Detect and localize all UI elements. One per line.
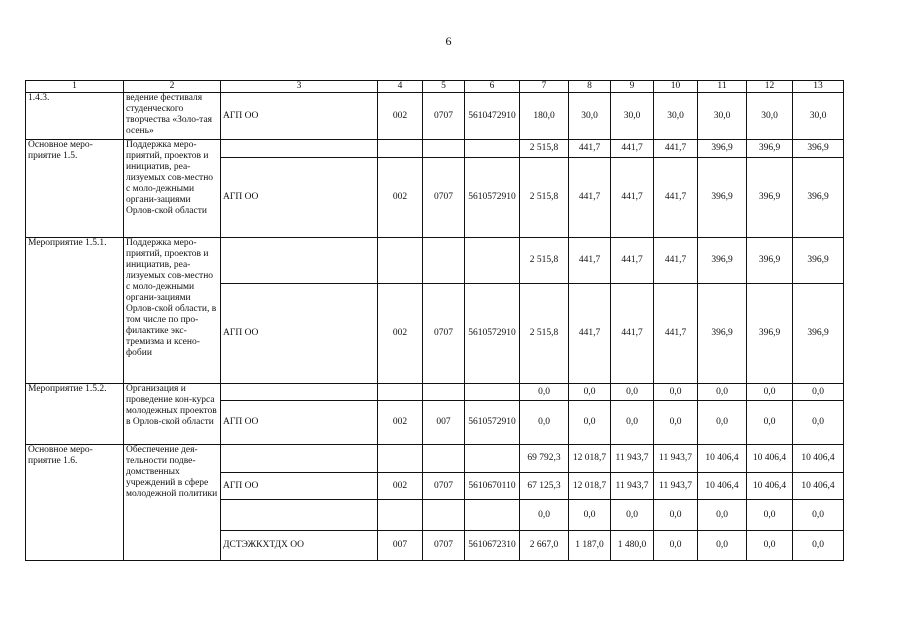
column-header: 11 [698, 81, 747, 93]
cell-value: 11 943,7 [611, 445, 654, 473]
item-code: Основное меро-приятие 1.6. [26, 445, 124, 561]
cell-value: 2 515,8 [520, 238, 569, 284]
header-row [26, 81, 844, 93]
cell-value [465, 445, 520, 473]
executor [221, 500, 378, 531]
cell-value: 5610572910 [465, 401, 520, 445]
budget-table [25, 80, 844, 561]
cell-value: 441,7 [654, 284, 698, 384]
cell-value: 0,0 [793, 384, 844, 401]
cell-value: 002 [378, 93, 423, 140]
cell-value: 10 406,4 [747, 445, 793, 473]
cell-value: 441,7 [611, 238, 654, 284]
cell-value: 1 480,0 [611, 531, 654, 561]
table-row [26, 140, 844, 158]
cell-value: 11 943,7 [611, 473, 654, 500]
cell-value: 67 125,3 [520, 473, 569, 500]
cell-value: 10 406,4 [747, 473, 793, 500]
cell-value: 0,0 [698, 384, 747, 401]
cell-value: 0,0 [698, 531, 747, 561]
cell-value: 0,0 [654, 500, 698, 531]
executor [221, 384, 378, 401]
cell-value: 10 406,4 [793, 473, 844, 500]
cell-value: 441,7 [569, 284, 611, 384]
cell-value: 441,7 [654, 238, 698, 284]
executor [221, 445, 378, 473]
cell-value: 0,0 [793, 401, 844, 445]
cell-value [423, 384, 465, 401]
cell-value: 396,9 [698, 238, 747, 284]
table-row [26, 384, 844, 401]
cell-value: 30,0 [698, 93, 747, 140]
item-description: ведение фестиваля студенческого творчества «Золо-тая осень» [124, 93, 221, 140]
cell-value: 0,0 [569, 401, 611, 445]
cell-value: 0,0 [654, 384, 698, 401]
cell-value [465, 140, 520, 158]
cell-value: 007 [378, 531, 423, 561]
column-header: 10 [654, 81, 698, 93]
cell-value: 396,9 [698, 158, 747, 238]
cell-value: 0,0 [747, 500, 793, 531]
cell-value: 30,0 [611, 93, 654, 140]
cell-value [423, 445, 465, 473]
column-header: 12 [747, 81, 793, 93]
column-header: 7 [520, 81, 569, 93]
cell-value [423, 238, 465, 284]
cell-value: 2 515,8 [520, 284, 569, 384]
cell-value: 0707 [423, 158, 465, 238]
cell-value [378, 445, 423, 473]
cell-value [378, 238, 423, 284]
executor: АГП ОО [221, 473, 378, 500]
cell-value: 002 [378, 158, 423, 238]
cell-value: 396,9 [793, 284, 844, 384]
column-header: 2 [124, 81, 221, 93]
cell-value: 441,7 [611, 140, 654, 158]
cell-value [378, 500, 423, 531]
cell-value: 0,0 [747, 384, 793, 401]
cell-value: 002 [378, 473, 423, 500]
cell-value: 5610572910 [465, 284, 520, 384]
cell-value: 0,0 [569, 384, 611, 401]
executor [221, 238, 378, 284]
item-description: Организация и проведение кон-курса молодежных проектов в Орлов-ской области [124, 384, 221, 445]
item-description: Поддержка меро-приятий, проектов и инициатив, реа-лизуемых сов-местно с моло-дежными органи-зациями Орлов-ской области [124, 140, 221, 238]
cell-value: 396,9 [793, 238, 844, 284]
cell-value: 441,7 [569, 140, 611, 158]
cell-value [423, 500, 465, 531]
cell-value: 10 406,4 [698, 445, 747, 473]
column-header: 6 [465, 81, 520, 93]
column-header: 8 [569, 81, 611, 93]
executor: АГП ОО [221, 284, 378, 384]
cell-value [423, 140, 465, 158]
cell-value: 2 515,8 [520, 158, 569, 238]
cell-value: 396,9 [793, 158, 844, 238]
cell-value: 0,0 [611, 500, 654, 531]
column-header: 5 [423, 81, 465, 93]
cell-value: 2 515,8 [520, 140, 569, 158]
cell-value: 396,9 [793, 140, 844, 158]
cell-value: 396,9 [747, 140, 793, 158]
cell-value: 0,0 [793, 500, 844, 531]
page-number: 6 [445, 34, 452, 48]
cell-value: 12 018,7 [569, 473, 611, 500]
cell-value: 396,9 [698, 140, 747, 158]
cell-value: 69 792,3 [520, 445, 569, 473]
item-code: Мероприятие 1.5.1. [26, 238, 124, 384]
executor: АГП ОО [221, 401, 378, 445]
executor: ДСТЭЖКХТДХ ОО [221, 531, 378, 561]
cell-value: 11 943,7 [654, 473, 698, 500]
cell-value: 441,7 [569, 238, 611, 284]
table-row [26, 238, 844, 284]
cell-value: 12 018,7 [569, 445, 611, 473]
executor: АГП ОО [221, 93, 378, 140]
cell-value: 0,0 [654, 531, 698, 561]
cell-value: 0,0 [520, 384, 569, 401]
cell-value: 11 943,7 [654, 445, 698, 473]
cell-value [378, 140, 423, 158]
cell-value: 396,9 [747, 284, 793, 384]
cell-value: 10 406,4 [698, 473, 747, 500]
cell-value: 5610472910 [465, 93, 520, 140]
cell-value: 002 [378, 401, 423, 445]
cell-value: 0,0 [611, 384, 654, 401]
cell-value [378, 384, 423, 401]
cell-value: 180,0 [520, 93, 569, 140]
cell-value: 396,9 [698, 284, 747, 384]
executor [221, 140, 378, 158]
cell-value: 0,0 [698, 500, 747, 531]
cell-value: 002 [378, 284, 423, 384]
cell-value: 5610572910 [465, 158, 520, 238]
cell-value: 441,7 [569, 158, 611, 238]
cell-value: 396,9 [747, 238, 793, 284]
column-header: 4 [378, 81, 423, 93]
column-header: 3 [221, 81, 378, 93]
item-description: Поддержка меро-приятий, проектов и инициатив, реа-лизуемых сов-местно с моло-дежными органи-зациями Орлов-ской области, в том числе по про-филактике экс-тремизма и ксено-фобии [124, 238, 221, 384]
cell-value: 0707 [423, 531, 465, 561]
column-header: 9 [611, 81, 654, 93]
item-description: Обеспечение дея-тельности подве-домственных учреждений в сфере молодежной политики [124, 445, 221, 561]
cell-value: 30,0 [654, 93, 698, 140]
cell-value: 0,0 [793, 531, 844, 561]
item-code: 1.4.3. [26, 93, 124, 140]
cell-value: 0,0 [520, 401, 569, 445]
column-header: 1 [26, 81, 124, 93]
cell-value: 0,0 [698, 401, 747, 445]
cell-value: 441,7 [654, 140, 698, 158]
cell-value: 0,0 [569, 500, 611, 531]
cell-value [465, 238, 520, 284]
cell-value: 0,0 [654, 401, 698, 445]
cell-value: 30,0 [747, 93, 793, 140]
cell-value: 007 [423, 401, 465, 445]
cell-value: 0707 [423, 93, 465, 140]
cell-value: 441,7 [611, 158, 654, 238]
cell-value: 0707 [423, 284, 465, 384]
table-row [26, 445, 844, 473]
cell-value: 396,9 [747, 158, 793, 238]
item-code: Основное меро-приятие 1.5. [26, 140, 124, 238]
cell-value: 0,0 [520, 500, 569, 531]
column-header: 13 [793, 81, 844, 93]
cell-value: 441,7 [654, 158, 698, 238]
item-code: Мероприятие 1.5.2. [26, 384, 124, 445]
cell-value [465, 500, 520, 531]
cell-value: 30,0 [569, 93, 611, 140]
cell-value: 441,7 [611, 284, 654, 384]
cell-value: 5610670110 [465, 473, 520, 500]
table-row [26, 93, 844, 140]
cell-value: 0,0 [611, 401, 654, 445]
executor: АГП ОО [221, 158, 378, 238]
cell-value: 0,0 [747, 531, 793, 561]
cell-value: 1 187,0 [569, 531, 611, 561]
cell-value: 30,0 [793, 93, 844, 140]
cell-value: 10 406,4 [793, 445, 844, 473]
cell-value: 0,0 [747, 401, 793, 445]
cell-value: 5610672310 [465, 531, 520, 561]
cell-value [465, 384, 520, 401]
cell-value: 2 667,0 [520, 531, 569, 561]
cell-value: 0707 [423, 473, 465, 500]
